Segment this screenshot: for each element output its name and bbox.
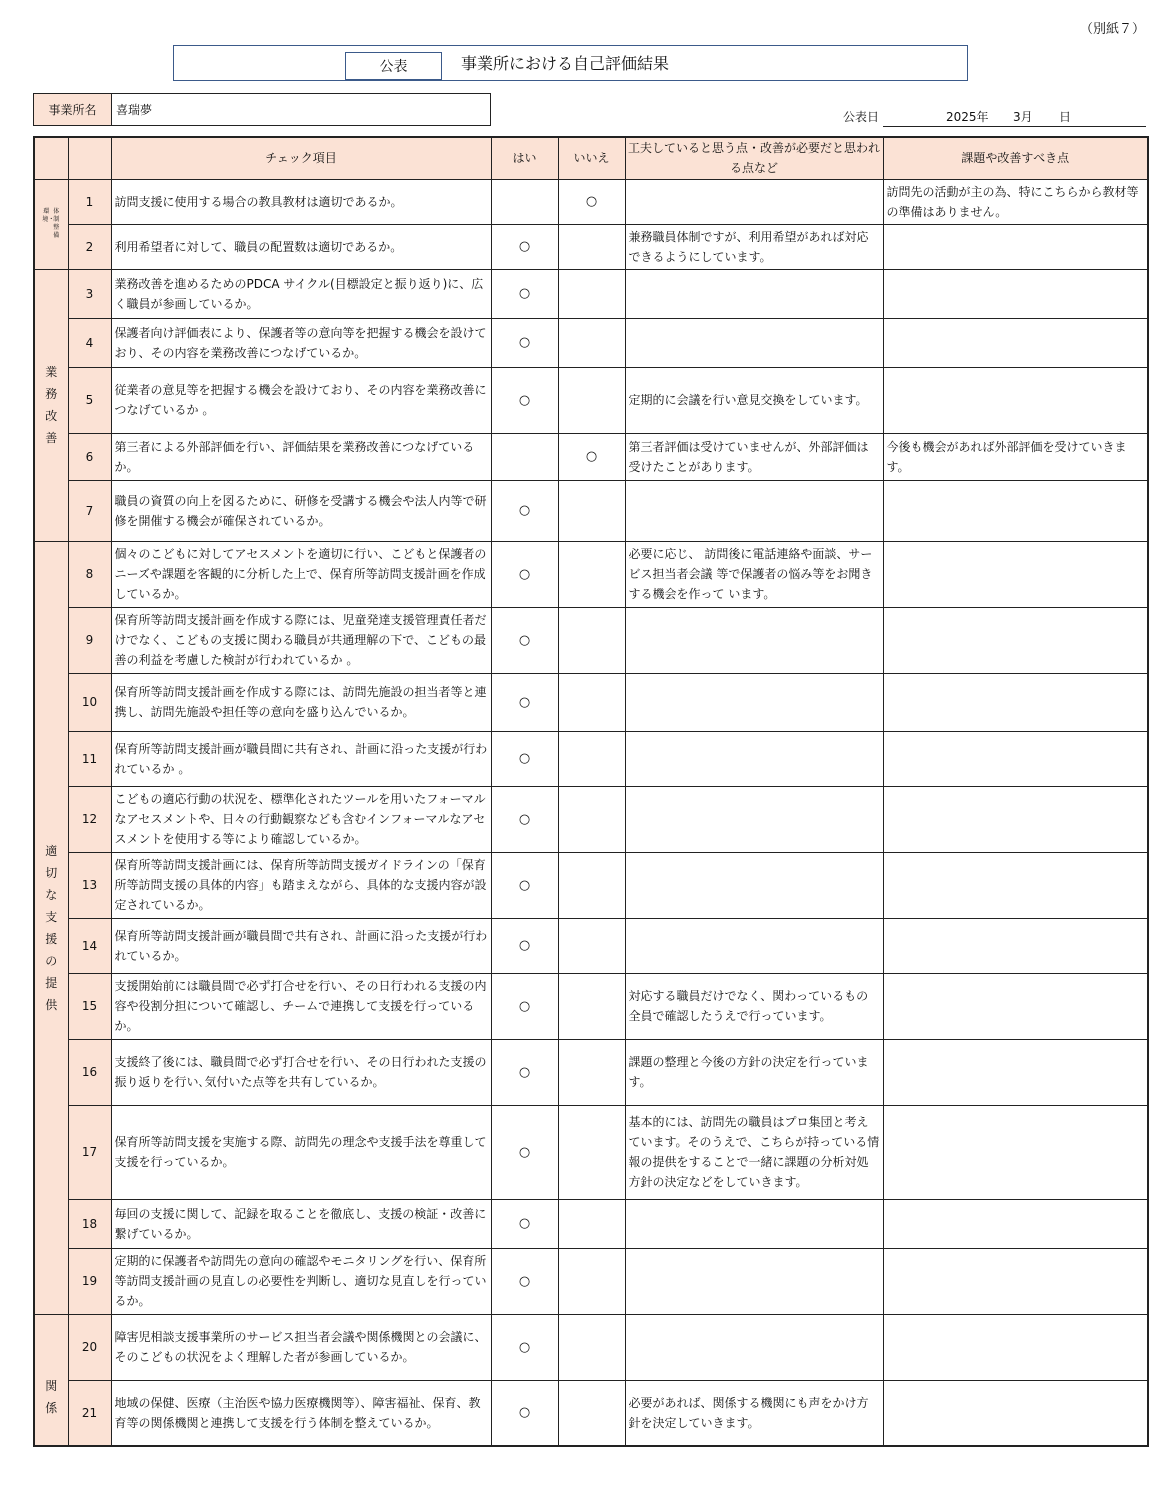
row-number: 13 [68,852,111,918]
public-tag: 公表 [345,52,442,80]
issue-note [883,1199,1148,1248]
no-mark [558,269,625,318]
yes-mark: ○ [491,607,558,673]
publish-year: 2025年 [946,110,989,124]
category-cell-tekisetsu [34,541,68,1314]
no-mark [558,1039,625,1105]
check-item: 保育所等訪問支援計画を作成する際には、訪問先施設の担当者等と連携し、訪問先施設や担任等の意向を盛り込んでいるか。 [111,673,491,731]
check-item: 毎回の支援に関して、記録を取ることを徹底し、支援の検証・改善に繋げているか。 [111,1199,491,1248]
no-mark [558,1199,625,1248]
no-mark [558,731,625,786]
good-points-note: 定期的に会議を行い意見交換をしています。 [625,367,883,433]
row-number: 1 [68,179,111,224]
category-label: 体制整備 [53,208,60,239]
issue-note [883,731,1148,786]
row-number: 17 [68,1105,111,1199]
table-row [34,1380,1148,1446]
yes-mark: ○ [491,786,558,852]
check-item: 保護者向け評価表により、保護者等の意向等を把握する機会を設けており、その内容を業務改善につなげているか。 [111,318,491,367]
check-item: 第三者による外部評価を行い、評価結果を業務改善につなげているか。 [111,433,491,480]
check-item: 保育所等訪問支援計画が職員間に共有され、計画に沿った支援が行われているか 。 [111,731,491,786]
row-number: 12 [68,786,111,852]
good-points-note: 課題の整理と今後の方針の決定を行っています。 [625,1039,883,1105]
no-mark [558,1314,625,1380]
no-mark [558,1248,625,1314]
yes-mark: ○ [491,673,558,731]
check-item: こどもの適応行動の状況を、標準化されたツールを用いたフォーマルなアセスメントや、日々の行動観察なども含むインフォーマルなアセスメントを使用する等により確認しているか。 [111,786,491,852]
issue-note [883,269,1148,318]
header-category [34,137,68,179]
good-points-note [625,607,883,673]
yes-mark: ○ [491,1314,558,1380]
yes-mark: ○ [491,731,558,786]
table-row [34,1039,1148,1105]
check-item: 支援開始前には職員間で必ず打合せを行い、その日行われる支援の内容や役割分担について確認し、チームで連携して支援を行っているか。 [111,973,491,1039]
table-row [34,1248,1148,1314]
table-header-row [34,137,1148,179]
no-mark [558,480,625,541]
evaluation-table [33,136,1149,1447]
issue-note [883,918,1148,973]
no-mark [558,318,625,367]
office-label: 事業所名 [34,94,112,125]
issue-note [883,1314,1148,1380]
header-good-points: 工夫していると思う点・改善が必要だと思われる点など [625,137,883,179]
table-row [34,786,1148,852]
check-item: 訪問支援に使用する場合の教具教材は適切であるか。 [111,179,491,224]
yes-mark: ○ [491,480,558,541]
table-row [34,852,1148,918]
no-mark [558,541,625,607]
row-number: 7 [68,480,111,541]
check-item: 職員の資質の向上を図るために、研修を受講する機会や法人内等で研修を開催する機会が確保されているか。 [111,480,491,541]
issue-note: 今後も機会があれば外部評価を受けていきます。 [883,433,1148,480]
table-row [34,179,1148,224]
table-row [34,224,1148,269]
good-points-note: 対応する職員だけでなく、関わっているもの全員で確認したうえで行っています。 [625,973,883,1039]
row-number: 16 [68,1039,111,1105]
table-row [34,918,1148,973]
row-number: 14 [68,918,111,973]
yes-mark: ○ [491,918,558,973]
good-points-note: 必要があれば、関係する機関にも声をかけ方針を決定していきます。 [625,1380,883,1446]
check-item: 保育所等訪問支援計画には、保育所等訪問支援ガイドラインの「保育所等訪問支援の具体的内容」も踏まえながら、具体的な支援内容が設定されているか。 [111,852,491,918]
header-no: いいえ [558,137,625,179]
table-row [34,480,1148,541]
check-item: 保育所等訪問支援計画を作成する際には、児童発達支援管理責任者だけでなく、こどもの支援に関わる職員が共通理解の下で、こどもの最善の利益を考慮した検討が行われているか 。 [111,607,491,673]
yes-mark [491,179,558,224]
check-item: 従業者の意見等を把握する機会を設けており、その内容を業務改善につなげているか 。 [111,367,491,433]
check-item: 保育所等訪問支援を実施する際、訪問先の理念や支援手法を尊重して支援を行っているか。 [111,1105,491,1199]
table-row [34,607,1148,673]
publish-date-underline [883,126,1146,127]
table-row [34,673,1148,731]
yes-mark: ○ [491,1199,558,1248]
no-mark [558,224,625,269]
no-mark [558,607,625,673]
yes-mark: ○ [491,1380,558,1446]
row-number: 19 [68,1248,111,1314]
good-points-note: 兼務職員体制ですが、利用希望があれば対応できるようにしています。 [625,224,883,269]
row-number: 18 [68,1199,111,1248]
issue-note [883,224,1148,269]
good-points-note [625,1314,883,1380]
issue-note [883,1105,1148,1199]
good-points-note [625,852,883,918]
category-label: 環境・ [42,208,55,223]
no-mark [558,1105,625,1199]
table-row [34,1314,1148,1380]
issue-note: 訪問先の活動が主の為、特にこちらから教材等の準備はありません。 [883,179,1148,224]
header-check: チェック項目 [111,137,491,179]
good-points-note: 第三者評価は受けていませんが、外部評価は受けたことがあります。 [625,433,883,480]
issue-note [883,1380,1148,1446]
no-mark: ○ [558,179,625,224]
category-label: 関係 [45,1378,58,1415]
issue-note [883,480,1148,541]
publish-month: 3月 [1013,110,1033,124]
good-points-note [625,786,883,852]
no-mark [558,1380,625,1446]
good-points-note: 必要に応じ、 訪問後に電話連絡や面談、サービス担当者会議 等で保護者の悩み等をお聞きする機会を作って います。 [625,541,883,607]
title-box [173,45,968,81]
table-row [34,1105,1148,1199]
publish-day: 日 [1059,110,1072,124]
yes-mark: ○ [491,541,558,607]
check-item: 地域の保健、医療（主治医や協力医療機関等）、障害福祉、保育、教育等の関係機関と連携して支援を行う体制を整えているか。 [111,1380,491,1446]
good-points-note [625,1199,883,1248]
issue-note [883,852,1148,918]
row-number: 21 [68,1380,111,1446]
issue-note [883,673,1148,731]
issue-note [883,973,1148,1039]
issue-note [883,607,1148,673]
check-item: 業務改善を進めるためのPDCA サイクル(目標設定と振り返り)に、広く職員が参画しているか。 [111,269,491,318]
table-row [34,367,1148,433]
good-points-note [625,918,883,973]
yes-mark: ○ [491,973,558,1039]
no-mark [558,367,625,433]
row-number: 3 [68,269,111,318]
good-points-note [625,673,883,731]
category-cell-gyomu [34,269,68,541]
category-cell-env [34,179,68,269]
table-row [34,269,1148,318]
yes-mark: ○ [491,1039,558,1105]
check-item: 障害児相談支援事業所のサービス担当者会議や関係機関との会議に、そのこどもの状況をよく理解した者が参画しているか。 [111,1314,491,1380]
yes-mark: ○ [491,1248,558,1314]
header-issues: 課題や改善すべき点 [883,137,1148,179]
issue-note [883,541,1148,607]
category-cell-kankei [34,1314,68,1446]
page-title: 事業所における自己評価結果 [461,54,670,73]
row-number: 11 [68,731,111,786]
issue-note [883,318,1148,367]
check-item: 保育所等訪問支援計画が職員間で共有され、計画に沿った支援が行われているか。 [111,918,491,973]
table-row [34,731,1148,786]
row-number: 8 [68,541,111,607]
row-number: 4 [68,318,111,367]
check-item: 個々のこどもに対してアセスメントを適切に行い、こどもと保護者のニーズや課題を客観的に分析した上で、保育所等訪問支援計画を作成しているか。 [111,541,491,607]
no-mark [558,786,625,852]
yes-mark: ○ [491,224,558,269]
row-number: 20 [68,1314,111,1380]
yes-mark: ○ [491,269,558,318]
row-number: 2 [68,224,111,269]
header-number [68,137,111,179]
good-points-note: 基本的には、訪問先の職員はプロ集団と考えています。そのうえで、こちらが持っている情報の提供をすることで一緒に課題の分析対処方針の決定などをしていきます。 [625,1105,883,1199]
no-mark [558,852,625,918]
row-number: 6 [68,433,111,480]
table-row [34,1199,1148,1248]
category-label: 適切な支援の提供 [45,843,58,1012]
good-points-note [625,480,883,541]
issue-note [883,367,1148,433]
row-number: 9 [68,607,111,673]
office-name: 喜瑞夢 [116,103,153,117]
good-points-note [625,269,883,318]
good-points-note [625,179,883,224]
table-row [34,433,1148,480]
yes-mark [491,433,558,480]
header-yes: はい [491,137,558,179]
yes-mark: ○ [491,318,558,367]
no-mark: ○ [558,433,625,480]
yes-mark: ○ [491,1105,558,1199]
check-item: 定期的に保護者や訪問先の意向の確認やモニタリングを行い、保育所等訪問支援計画の見直しの必要性を判断し、適切な見直しを行っているか。 [111,1248,491,1314]
yes-mark: ○ [491,852,558,918]
row-number: 10 [68,673,111,731]
row-number: 5 [68,367,111,433]
good-points-note [625,731,883,786]
check-item: 利用希望者に対して、職員の配置数は適切であるか。 [111,224,491,269]
yes-mark: ○ [491,367,558,433]
attachment-label: （別紙７） [1080,22,1146,37]
table-row [34,973,1148,1039]
no-mark [558,918,625,973]
publish-label: 公表日 [843,110,880,124]
category-label: 業務改善 [45,365,58,445]
no-mark [558,973,625,1039]
table-row [34,318,1148,367]
row-number: 15 [68,973,111,1039]
office-box [33,93,491,126]
issue-note [883,1039,1148,1105]
good-points-note [625,318,883,367]
check-item: 支援終了後には、職員間で必ず打合せを行い、その日行われた支援の振り返りを行い､気付いた点等を共有しているか。 [111,1039,491,1105]
issue-note [883,1248,1148,1314]
issue-note [883,786,1148,852]
good-points-note [625,1248,883,1314]
no-mark [558,673,625,731]
table-row [34,541,1148,607]
